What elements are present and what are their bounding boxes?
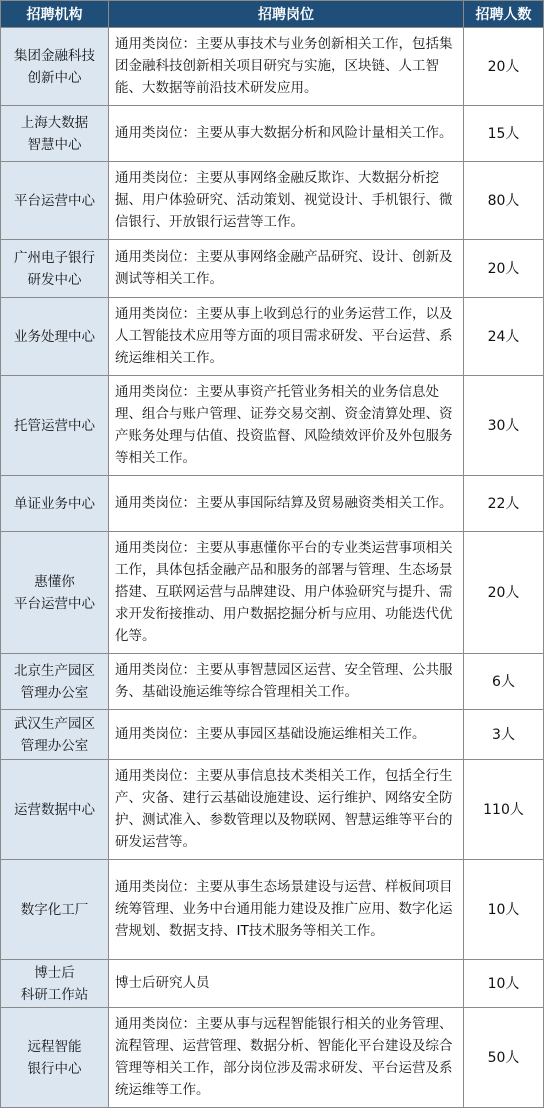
org-name-line: 上海大数据 (20, 114, 89, 131)
org-name-line: 运营数据中心 (14, 801, 95, 818)
org-name-line: 集团金融科技 (14, 47, 95, 64)
headcount: 6人 (464, 654, 544, 710)
header-count: 招聘人数 (464, 1, 544, 28)
table-row (1, 28, 544, 106)
org-cell (1, 28, 109, 106)
position-description: 通用类岗位：主要从事大数据分析和风险计量相关工作。 (109, 106, 464, 162)
position-description: 通用类岗位：主要从事园区基础设施运维相关工作。 (109, 710, 464, 760)
headcount: 20人 (464, 28, 544, 106)
position-description: 博士后研究人员 (109, 960, 464, 1008)
org-cell (1, 298, 109, 376)
org-name-line: 托管运营中心 (14, 417, 95, 434)
org-name-line: 远程智能 (27, 1038, 82, 1055)
headcount: 15人 (464, 106, 544, 162)
org-name-line: 智慧中心 (27, 136, 82, 153)
header-row (1, 1, 544, 28)
table-row (1, 532, 544, 654)
position-description: 通用类岗位：主要从事上收到总行的业务运营工作，以及人工智能技术应用等方面的项目需求研发、平台运营、系统运维相关工作。 (109, 298, 464, 376)
table-row (1, 106, 544, 162)
headcount: 20人 (464, 240, 544, 298)
table-row (1, 654, 544, 710)
headcount: 20人 (464, 532, 544, 654)
header-org: 招聘机构 (1, 1, 109, 28)
org-name-line: 管理办公室 (20, 737, 89, 754)
org-name-line: 数字化工厂 (20, 901, 89, 918)
position-description: 通用类岗位：主要从事资产托管业务相关的业务信息处理、组合与账户管理、证券交易交割、资金清算处理、资产账务处理与估值、投资监督、风险绩效评价及外包服务等相关工作。 (109, 376, 464, 476)
headcount: 10人 (464, 960, 544, 1008)
position-description: 通用类岗位：主要从事惠懂你平台的专业类运营事项相关工作，具体包括金融产品和服务的部署与管理、生态场景搭建、互联网运营与品牌建设、用户体验研究与提升、需求开发衔接推动、用户数据挖掘分析与应用、功能迭代优化等。 (109, 532, 464, 654)
table-row (1, 162, 544, 240)
org-name-line: 创新中心 (27, 69, 82, 86)
position-description: 通用类岗位：主要从事技术与业务创新相关工作，包括集团金融科技创新相关项目研究与实施，区块链、人工智能、大数据等前沿技术研发应用。 (109, 28, 464, 106)
position-description: 通用类岗位：主要从事生态场景建设与运营、样板间项目统筹管理、业务中台通用能力建设及推广应用、数字化运营规划、数据支持、IT技术服务等相关工作。 (109, 860, 464, 960)
org-cell (1, 1008, 109, 1108)
org-cell (1, 860, 109, 960)
org-cell (1, 710, 109, 760)
table-row (1, 1008, 544, 1108)
position-description: 通用类岗位：主要从事智慧园区运营、安全管理、公共服务、基础设施运维等综合管理相关工作。 (109, 654, 464, 710)
position-description: 通用类岗位：主要从事信息技术类相关工作，包括全行生产、灾备、建行云基础设施建设、运行维护、网络安全防护、测试准入、参数管理以及物联网、智慧运维等平台的研发运营等。 (109, 760, 464, 860)
org-cell (1, 654, 109, 710)
org-cell (1, 476, 109, 532)
table-row (1, 760, 544, 860)
org-name-line: 管理办公室 (20, 684, 89, 701)
table-row (1, 710, 544, 760)
org-name-line: 博士后 (34, 964, 75, 981)
org-name-line: 单证业务中心 (14, 495, 95, 512)
org-name-line: 银行中心 (27, 1060, 82, 1077)
headcount: 110人 (464, 760, 544, 860)
headcount: 10人 (464, 860, 544, 960)
table-row (1, 240, 544, 298)
table-row (1, 476, 544, 532)
org-name-line: 惠懂你 (34, 573, 75, 590)
headcount: 3人 (464, 710, 544, 760)
position-description: 通用类岗位：主要从事与远程智能银行相关的业务管理、流程管理、运营管理、数据分析、智能化平台建设及综合管理等相关工作，部分岗位涉及需求研发、平台运营及系统运维等工作。 (109, 1008, 464, 1108)
position-description: 通用类岗位：主要从事国际结算及贸易融资类相关工作。 (109, 476, 464, 532)
org-name-line: 研发中心 (27, 271, 82, 288)
position-description: 通用类岗位：主要从事网络金融反欺诈、大数据分析挖掘、用户体验研究、活动策划、视觉设计、手机银行、微信银行、开放银行运营等工作。 (109, 162, 464, 240)
position-description: 通用类岗位：主要从事网络金融产品研究、设计、创新及测试等相关工作。 (109, 240, 464, 298)
org-cell (1, 760, 109, 860)
org-name-line: 业务处理中心 (14, 328, 95, 345)
headcount: 50人 (464, 1008, 544, 1108)
org-name-line: 平台运营中心 (14, 192, 95, 209)
org-cell (1, 162, 109, 240)
table-row (1, 298, 544, 376)
org-name-line: 科研工作站 (20, 986, 89, 1003)
org-name-line: 武汉生产园区 (14, 715, 95, 732)
table-row (1, 960, 544, 1008)
org-cell (1, 532, 109, 654)
org-cell (1, 106, 109, 162)
header-position: 招聘岗位 (109, 1, 464, 28)
headcount: 30人 (464, 376, 544, 476)
headcount: 80人 (464, 162, 544, 240)
org-cell (1, 376, 109, 476)
headcount: 22人 (464, 476, 544, 532)
org-name-line: 广州电子银行 (14, 249, 95, 266)
org-cell (1, 960, 109, 1008)
headcount: 24人 (464, 298, 544, 376)
org-cell (1, 240, 109, 298)
table-row (1, 376, 544, 476)
table-row (1, 860, 544, 960)
org-name-line: 北京生产园区 (14, 662, 95, 679)
org-name-line: 平台运营中心 (14, 595, 95, 612)
